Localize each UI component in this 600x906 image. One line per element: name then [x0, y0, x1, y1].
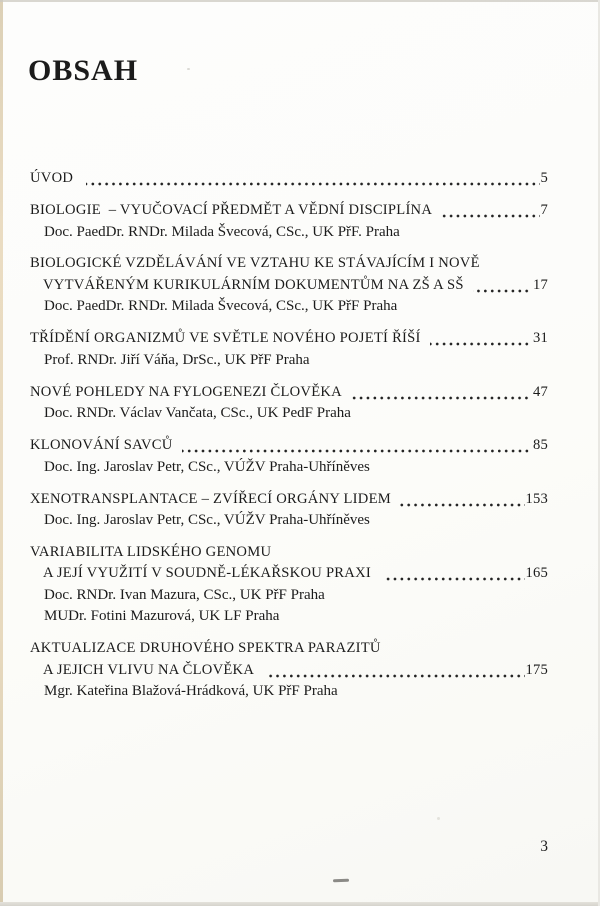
toc-entry-page-number: 5 — [540, 170, 548, 186]
toc-entry-title: XENOTRANSPLANTACE – ZVÍŘECÍ ORGÁNY LIDEM — [30, 490, 391, 507]
toc-entry-page-number: 47 — [533, 383, 548, 400]
toc-entry-author: Mgr. Kateřina Blažová-Hrádková, UK PřF Praha — [44, 683, 338, 700]
toc-entry-author: Doc. Ing. Jaroslav Petr, CSc., VÚŽV Praha-Uhříněves — [44, 458, 370, 475]
toc-entry-page-number: 165 — [525, 565, 548, 582]
toc-entry-page-number: 7 — [540, 202, 548, 218]
toc-entry-title-line — [30, 200, 548, 222]
dot-leader — [441, 214, 539, 218]
page-content — [30, 0, 548, 703]
toc-entry-author: Doc. PaedDr. RNDr. Milada Švecová, CSc., UK PřF. Praha — [44, 223, 400, 240]
toc-entry-page-number: 31 — [533, 330, 548, 347]
toc-entry-title-line — [30, 542, 548, 564]
toc-entry-title-line — [30, 382, 548, 404]
toc-entry-title: ÚVOD — [30, 170, 78, 186]
toc-list — [30, 168, 548, 703]
toc-entry-author: Doc. Ing. Jaroslav Petr, CSc., VÚŽV Praha-Uhříněves — [44, 512, 370, 529]
toc-entry — [30, 435, 548, 478]
scan-edge-bottom — [0, 902, 600, 906]
toc-entry — [30, 253, 548, 317]
toc-entry-author: Prof. RNDr. Jiří Váňa, DrSc., UK PřF Praha — [44, 351, 310, 368]
toc-entry-title: TŘÍDĚNÍ ORGANIZMŮ VE SVĚTLE NOVÉHO POJETÍ ŘÍŠÍ — [30, 330, 421, 347]
toc-entry-author: Doc. PaedDr. RNDr. Milada Švecová, CSc., UK PřF Praha — [44, 298, 398, 315]
toc-entry — [30, 542, 548, 628]
toc-entry-author: Doc. RNDr. Ivan Mazura, CSc., UK PřF Praha — [44, 586, 325, 603]
toc-entry-title-line — [30, 489, 548, 511]
dot-leader — [266, 674, 524, 678]
toc-entry — [30, 489, 548, 532]
toc-entry-title: BIOLOGIE – VYUČOVACÍ PŘEDMĚT A VĚDNÍ DISCIPLÍNA — [30, 202, 433, 218]
toc-entry-author: MUDr. Fotini Mazurová, UK LF Praha — [44, 608, 280, 625]
toc-entry-title: KLONOVÁNÍ SAVCŮ — [30, 437, 173, 454]
dot-leader — [400, 503, 525, 507]
dot-leader — [351, 396, 532, 400]
dot-leader — [182, 449, 532, 453]
dot-leader — [473, 289, 532, 293]
toc-entry-author: Doc. RNDr. Václav Vančata, CSc., UK PedF Praha — [44, 405, 351, 422]
scan-speck — [437, 817, 440, 820]
scan-edge-top — [0, 0, 600, 2]
toc-entry-page-number: 175 — [525, 661, 548, 678]
toc-entry-page-number: 17 — [533, 276, 548, 293]
scan-edge-left — [0, 0, 3, 906]
toc-entry — [30, 382, 548, 425]
toc-entry-page-number: 153 — [525, 490, 548, 507]
toc-entry-title-line — [30, 275, 548, 297]
toc-entry-title: NOVÉ POHLEDY NA FYLOGENEZI ČLOVĚKA — [30, 383, 342, 400]
toc-entry-title: AKTUALIZACE DRUHOVÉHO SPEKTRA PARAZITŮ — [30, 640, 381, 657]
toc-entry-title: A JEJÍ VYUŽITÍ V SOUDNĚ-LÉKAŘSKOU PRAXI — [43, 565, 375, 582]
toc-entry-title: BIOLOGICKÉ VZDĚLÁVÁNÍ VE VZTAHU KE STÁVAJÍCÍM I NOVĚ — [30, 255, 480, 272]
toc-entry-title-line — [30, 435, 548, 457]
toc-entry — [30, 168, 548, 190]
toc-entry — [30, 638, 548, 702]
dot-leader — [384, 577, 525, 581]
toc-entry-title: VARIABILITA LIDSKÉHO GENOMU — [30, 543, 272, 560]
page-title: OBSAH — [28, 54, 139, 87]
toc-entry-title: A JEJICH VLIVU NA ČLOVĚKA — [43, 661, 258, 678]
toc-entry-page-number: 85 — [533, 437, 548, 454]
scan-artifact-dash — [333, 879, 349, 882]
toc-entry-title-line — [30, 638, 548, 660]
toc-entry-title: VYTVÁŘENÝM KURIKULÁRNÍM DOKUMENTŮM NA ZŠ A SŠ — [43, 276, 464, 293]
toc-entry-title-line — [30, 328, 548, 350]
dot-leader — [430, 342, 532, 346]
toc-entry-title-line — [30, 253, 548, 275]
toc-entry — [30, 328, 548, 371]
toc-entry-title-line — [30, 563, 548, 585]
scan-speck — [187, 68, 190, 70]
page-number: 3 — [540, 838, 548, 855]
dot-leader — [86, 182, 539, 186]
toc-entry-title-line — [30, 168, 548, 190]
toc-entry — [30, 200, 548, 243]
toc-entry-title-line — [30, 660, 548, 682]
